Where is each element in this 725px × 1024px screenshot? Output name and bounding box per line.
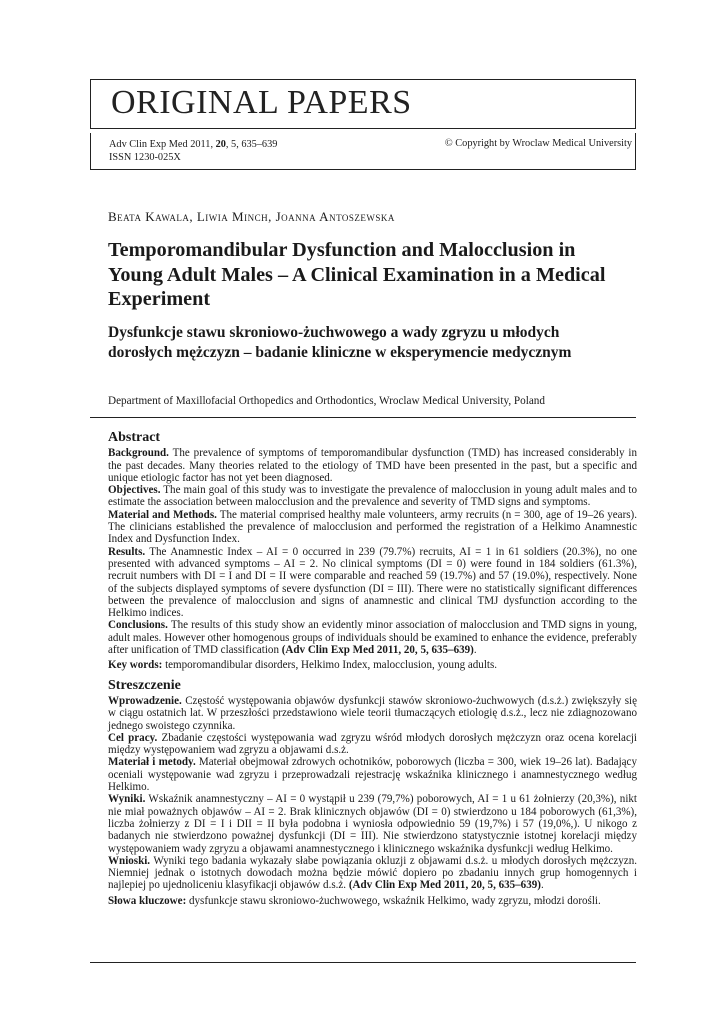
- slowa-kluczowe-label: Słowa kluczowe:: [108, 894, 187, 907]
- streszczenie-citation: (Adv Clin Exp Med 2011, 20, 5, 635–639): [348, 879, 541, 892]
- divider-top: [90, 417, 636, 418]
- cel-label: Cel pracy.: [108, 731, 158, 744]
- results-label: Results.: [108, 545, 146, 558]
- abstract-citation-end: .: [473, 644, 477, 657]
- journal-meta-box: [90, 133, 636, 170]
- streszczenie-citation-end: .: [540, 879, 544, 892]
- objectives-text: The main goal of this study was to investigate the prevalence of malocclusion in young adult males and to estimate the association between malocclusion and the prevalence and severity of TMD signs and symptoms.: [108, 484, 637, 509]
- keywords-text: temporomandibular disorders, Helkimo Index, malocclusion, young adults.: [162, 659, 498, 672]
- title-polish: Dysfunkcje stawu skroniowo-żuchwowego a wady zgryzu u młodych dorosłych mężczyzn – badanie kliniczne w eksperymencie medycznym: [108, 324, 572, 361]
- abstract-conclusions: [108, 619, 637, 656]
- streszczenie-cel: [108, 732, 637, 757]
- abstract-results: [108, 546, 637, 620]
- citation-prefix: Adv Clin Exp Med 2011,: [109, 139, 216, 150]
- wyniki-text: Wskaźnik anamnestyczny – AI = 0 wystąpił u 239 (79,7%) poborowych, AI = 1 u 61 żołnierzy (20,3%), nikt nie miał poważnych objawów – AI = 2. Brak klinicznych objawów (DI = 0) stwierdzono u 184 poborowych (61,3%), liczba żołnierzy z DI = I i DII = II była podobna i wyniosła odpowiednio 59 (19,7%) i 57 (19,0%,). U nikogo z badanych nie stwierdzono poważnej dysfunkcji (DI = III). Nie stwierdzono statystycznie istotnej korelacji między występowaniem wady zgryzu a objawami anamnestycznego i klinicznego wskaźnika dysfunkcji według Helkimo.: [108, 793, 637, 855]
- material-text: Materiał obejmował zdrowych ochotników, poborowych (liczba = 300, wiek 19–26 lat). Badający oceniali występowanie wad zgryzu i przeprowadzali rejestrację wskaźnika klinicznego i anamnestycznego według Helkimo.: [108, 756, 637, 794]
- title-english: Temporomandibular Dysfunction and Malocclusion in Young Adult Males – A Clinical Examination in a Medical Experiment: [108, 239, 606, 310]
- section-title: ORIGINAL PAPERS: [111, 84, 412, 121]
- abstract-background: [108, 447, 637, 484]
- background-text: The prevalence of symptoms of temporomandibular dysfunction (TMD) has increased considerably in the past decades. Many theories related to the etiology of TMD have been presented in the past, but a specific and unique etiologic factor has not yet been diagnosed.: [108, 447, 637, 484]
- conclusions-label: Conclusions.: [108, 619, 168, 632]
- streszczenie-keywords: [108, 895, 637, 907]
- background-label: Background.: [108, 447, 169, 460]
- streszczenie-wyniki: [108, 793, 637, 854]
- results-text: The Anamnestic Index – AI = 0 occurred in 239 (79.7%) recruits, AI = 1 in 61 soldiers (20.3%), no one presented with advanced symptoms – AI = 2. No clinical symptoms (DI = 0) were found in 184 soldiers (61.3%), recruit numbers with DI = I and DI = II were comparable and reached 59 (19.7%) and 57 (19.0%), respectively. None of the subjects displayed symptoms of severe dysfunction (DI = III). There were no statistically significant differences between the prevalence of malocclusion and signs of anamnestic and clinical TMJ dysfunction according to the Helkimo indices.: [108, 545, 637, 620]
- streszczenie-heading: Streszczenie: [108, 677, 181, 693]
- citation-volume: 20: [215, 139, 226, 150]
- journal-citation: [109, 138, 277, 164]
- copyright-notice: © Copyright by Wroclaw Medical University: [444, 138, 632, 149]
- section-header-box: [90, 79, 636, 129]
- cel-text: Zbadanie częstości występowania wad zgryzu wśród młodych dorosłych mężczyzn oraz ocena korelacji między występowaniem wad zgryzu a objawami d.s.ż.: [108, 731, 637, 757]
- streszczenie-wnioski: [108, 855, 637, 892]
- abstract-methods: [108, 509, 637, 546]
- keywords-label: Key words:: [108, 659, 163, 672]
- methods-label: Material and Methods.: [108, 508, 217, 521]
- wprowadzenie-label: Wprowadzenie.: [108, 694, 182, 707]
- affiliation: Department of Maxillofacial Orthopedics and Orthodontics, Wroclaw Medical University, Poland: [108, 395, 545, 407]
- wnioski-text: Wyniki tego badania wykazały słabe powiązania okluzji z objawami d.s.ż. u młodych dorosłych mężczyzn. Niemniej jednak o istotnych dowodach można będzie mówić dopiero po zbadaniu innych grup homogennych i najlepiej po ujednoliceniu klasyfikacji objawów d.s.ż.: [108, 854, 637, 892]
- citation-suffix: , 5, 635–639: [225, 139, 278, 150]
- objectives-label: Objectives.: [108, 484, 161, 497]
- material-label: Materiał i metody.: [108, 756, 196, 769]
- divider-bottom: [90, 962, 636, 963]
- streszczenie-material: [108, 756, 637, 793]
- slowa-kluczowe-text: dysfunkcje stawu skroniowo-żuchwowego, wskaźnik Helkimo, wady zgryzu, młodzi dorośli.: [186, 894, 601, 907]
- wprowadzenie-text: Częstość występowania objawów dysfunkcji stawów skroniowo-żuchwowych (d.s.ż.) zwiększyły się w ciągu ostatnich lat. W przeszłości przedstawiono wiele teorii tłumaczących etiologię d.s.ż., lecz nie zdiagnozowano jednego swoistego czynnika.: [108, 694, 637, 732]
- wnioski-label: Wnioski.: [108, 854, 151, 867]
- issn: ISSN 1230-025X: [109, 152, 181, 163]
- methods-text: The material comprised healthy male volunteers, army recruits (n = 300, age of 19–26 years). The clinicians established the prevalence of malocclusion and performed the registration of a Helkimo Anamnestic Index and Dysfunction Index.: [108, 508, 638, 546]
- abstract-citation: (Adv Clin Exp Med 2011, 20, 5, 635–639): [281, 644, 474, 657]
- abstract-heading: Abstract: [108, 430, 161, 445]
- abstract-section: [108, 432, 637, 907]
- abstract-keywords: [108, 659, 637, 671]
- abstract-objectives: [108, 484, 637, 509]
- streszczenie-wprowadzenie: [108, 695, 637, 732]
- wyniki-label: Wyniki.: [108, 793, 146, 806]
- authors: Beata Kawala, Liwia Minch, Joanna Antoszewska: [108, 209, 395, 224]
- conclusions-text: The results of this study show an evidently minor association of malocclusion and TMD signs in young, adult males. However other homogenous groups of individuals should be examined to enhance the evidence, preferably after unification of TMD classification: [108, 619, 637, 657]
